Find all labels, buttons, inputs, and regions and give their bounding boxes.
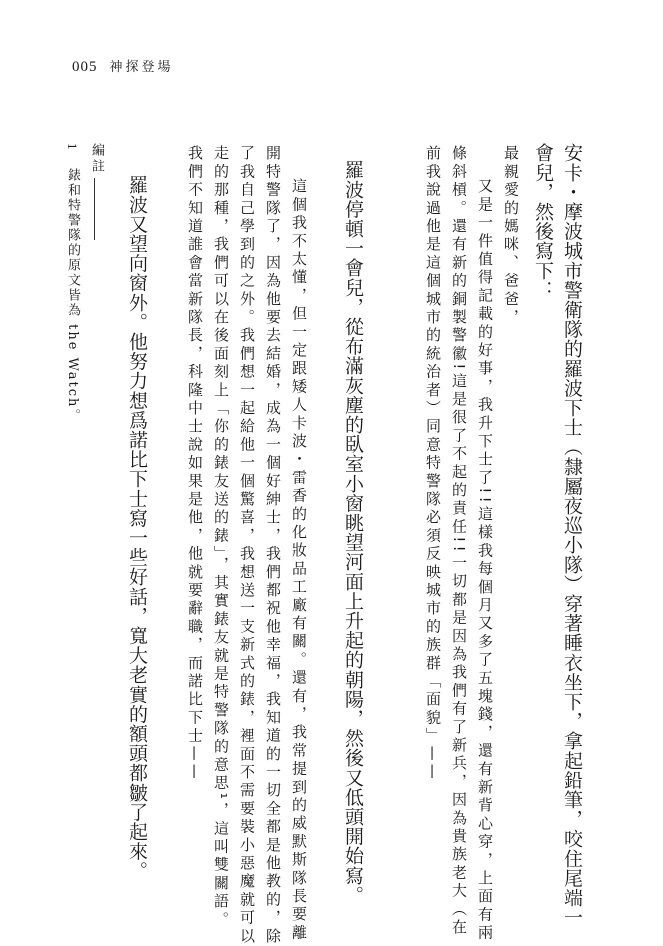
letter-line: 這個我不太懂，但一定跟矮人卡波・雷香的化妝品工廠有關。還有，我常提到的威默斯隊長要離 [290,178,308,943]
running-header [72,56,174,76]
notes-label: 編註 [89,143,104,175]
running-title: 神探登場 [109,60,174,75]
letter-line: 最親愛的媽咪、爸爸， [502,145,520,327]
narration-line: 安卡・摩波城市警衛隊的羅波下士（隸屬夜巡小隊）穿著睡衣坐下，拿起鉛筆，咬住尾端一 [561,143,583,927]
footnote-text: 錶和特警隊的原文皆為 the Watch。 [65,168,80,424]
letter-line: 前我說過他是這個城市的統治者）同意特警隊必須反映城市的族群「面貌」—— [424,145,442,782]
letter-line: 我們不知道誰會當新隊長，科隆中士說如果是他，他就要辭職，而諾比下士—— [186,145,204,782]
letter-line: 開特警隊了，因為他要去結婚，成為一個好紳士，我們都祝他幸福，我知道的一切全都是他教的，除 [264,145,282,946]
footnote-number: 1 [65,143,80,150]
notes-divider [94,178,95,240]
letter-line: 了我自己學到的之外。我們想一起給他一個驚喜，我想送一支新式的錶，裡面不需要裝小惡魔就可以 [238,145,256,946]
letter-line: 走的那種，我們可以在後面刻上「你的錶友送的錶」，其實錶友就是特警隊的意思¹，這叫雙關語。 [212,145,230,930]
page-number: 005 [72,59,98,75]
letter-line: 又是一件值得記載的好事，我升下士了!!這樣我每個月又多了五塊錢，還有新背心穿，上面有兩 [476,178,494,943]
narration-line: 會兒，然後寫下： [532,143,554,300]
narration-line: 羅波又望向窗外。他努力想爲諾比下士寫一些好話，寬大老實的額頭都皺了起來。 [126,175,148,881]
narration-line: 羅波停頓一會兒，從布滿灰塵的臥室小窗眺望河面上升起的朝陽，然後又低頭開始寫。 [342,160,364,905]
letter-line: 條斜槓。還有新的銅製警徽!這是很了不起的責任!!一切都是因為我們有了新兵，因為貴族老大（在 [450,145,468,938]
